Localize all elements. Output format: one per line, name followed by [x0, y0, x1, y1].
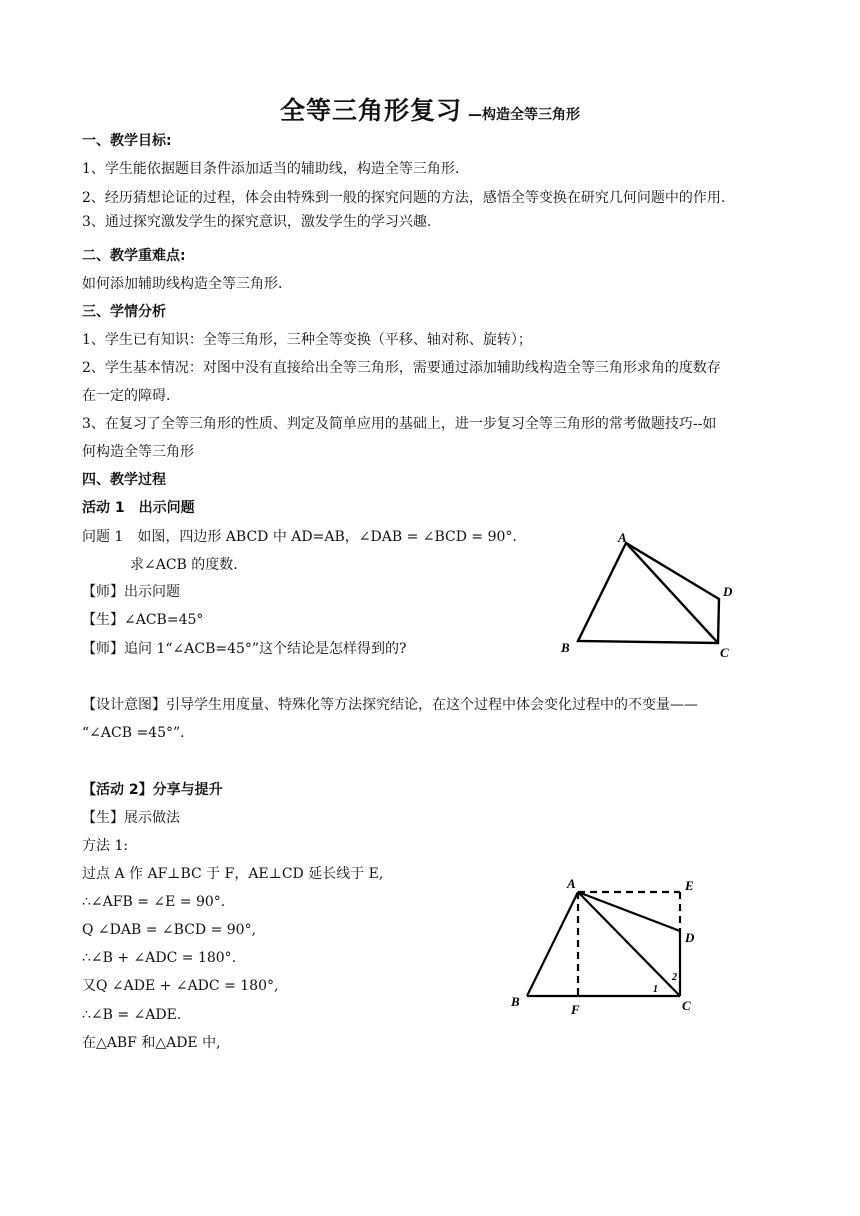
analysis-2-cont: 在一定的障碍. — [82, 388, 171, 404]
side-ad — [578, 892, 680, 931]
fig2-label-a: A — [567, 876, 576, 891]
figure-1-quadrilateral — [550, 525, 750, 665]
title-subtitle: —构造全等三角形 — [468, 107, 580, 123]
fig2-angle-1: 1 — [653, 984, 658, 995]
objective-3: 3、通过探究激发学生的探究意识，激发学生的学习兴趣. — [82, 214, 432, 230]
section-heading-key-points: 二、教学重难点: — [82, 248, 186, 264]
objective-1: 1、学生能依据题目条件添加适当的辅助线，构造全等三角形. — [82, 161, 460, 177]
design-intent-line-2: “∠ACB =45°”. — [82, 725, 185, 741]
fig2-label-e: E — [685, 878, 694, 893]
student-line-2: 【生】展示做法 — [82, 810, 180, 826]
fig2-label-f: F — [571, 1002, 580, 1017]
side-ab — [527, 892, 578, 996]
design-intent-line-1: 【设计意图】引导学生用度量、特殊化等方法探究结论，在这个过程中体会变化过程中的不变量—— — [82, 697, 698, 713]
objective-2: 2、经历猜想论证的过程，体会由特殊到一般的探究问题的方法，感悟全等变换在研究几何问题中的作用. — [82, 190, 726, 206]
proof-line-3: Q ∠DAB = ∠BCD = 90°, — [82, 922, 257, 938]
section-heading-process: 四、教学过程 — [82, 472, 166, 488]
analysis-3: 3、在复习了全等三角形的性质、判定及简单应用的基础上，进一步复习全等三角形的常考做题技巧--如 — [82, 416, 717, 432]
fig1-label-a: A — [618, 530, 627, 545]
fig2-label-d: D — [685, 930, 695, 945]
analysis-3-cont: 何构造全等三角形 — [82, 444, 194, 460]
activity-1-heading: 活动 1 出示问题 — [82, 500, 195, 516]
fig2-label-c: C — [682, 998, 691, 1013]
teacher-line-1: 【师】出示问题 — [82, 584, 180, 600]
student-line-1: 【生】∠ACB=45° — [82, 612, 204, 628]
fig2-label-b: B — [511, 994, 520, 1009]
activity-2-heading: 【活动 2】分享与提升 — [82, 782, 223, 798]
teacher-line-2: 【师】追问 1“∠ACB=45°”这个结论是怎样得到的? — [82, 641, 407, 657]
problem-1-statement: 问题 1 如图，四边形 ABCD 中 AD=AB，∠DAB = ∠BCD = 90°. — [82, 529, 517, 545]
diagonal-ac — [626, 543, 718, 643]
document-title — [0, 91, 860, 127]
fig1-label-c: C — [720, 645, 729, 660]
proof-line-2: ∴∠AFB = ∠E = 90°. — [82, 894, 226, 910]
diagonal-ac — [578, 892, 680, 996]
key-point-text: 如何添加辅助线构造全等三角形. — [82, 276, 283, 292]
proof-line-4: ∴∠B + ∠ADC = 180°. — [82, 950, 237, 966]
analysis-2: 2、学生基本情况：对图中没有直接给出全等三角形，需要通过添加辅助线构造全等三角形求角的度数存 — [82, 360, 721, 376]
proof-line-5: 又Q ∠ADE + ∠ADC = 180°, — [82, 978, 279, 994]
proof-line-7: 在△ABF 和△ADE 中, — [82, 1035, 221, 1051]
title-main: 全等三角形复习 — [279, 96, 462, 125]
section-heading-analysis: 三、学情分析 — [82, 304, 166, 320]
fig1-label-d: D — [723, 584, 733, 599]
figure-2-construction — [505, 870, 715, 1020]
method-1-label: 方法 1: — [82, 838, 129, 854]
fig1-label-b: B — [561, 640, 570, 655]
proof-line-6: ∴∠B = ∠ADE. — [82, 1007, 182, 1023]
analysis-1: 1、学生已有知识：全等三角形，三种全等变换（平移、轴对称、旋转）； — [82, 332, 532, 348]
problem-1-question: 求∠ACB 的度数. — [130, 557, 238, 573]
proof-line-1: 过点 A 作 AF⊥BC 于 F，AE⊥CD 延长线于 E, — [82, 866, 384, 882]
fig2-angle-2: 2 — [672, 972, 677, 983]
section-heading-objectives: 一、教学目标: — [82, 133, 172, 149]
quadrilateral-abcd — [578, 543, 719, 643]
